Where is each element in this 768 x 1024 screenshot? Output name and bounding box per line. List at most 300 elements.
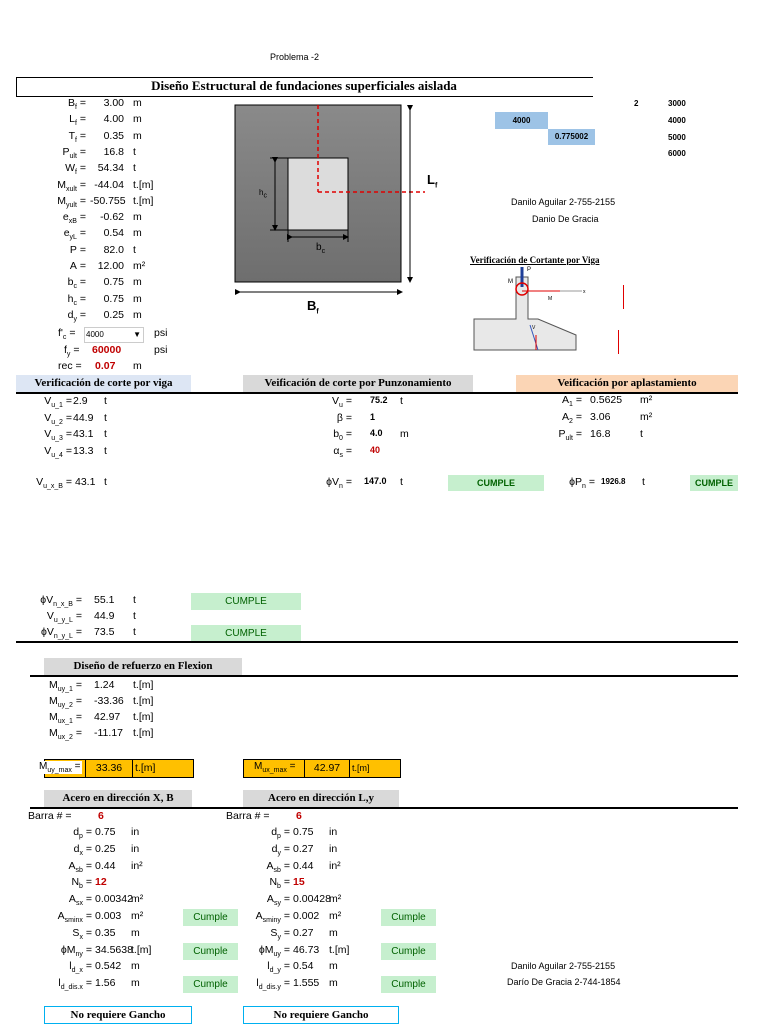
param-label: $T_f$ =	[68, 129, 86, 144]
param-symbol: P	[69, 243, 77, 256]
row-value: 1.24	[94, 679, 115, 691]
steel-label: $A_{sminx}$ =	[57, 910, 92, 925]
param-symbol: M	[57, 178, 67, 191]
lf-label: $L_f$	[427, 172, 438, 190]
row-unit: t.[m]	[133, 695, 154, 707]
steel-label: $d_y$ =	[271, 842, 290, 857]
symbol: V	[44, 395, 52, 407]
steel-unit: in	[131, 842, 140, 855]
symbol-subscript: sx	[75, 900, 83, 908]
param-symbol: M	[57, 194, 67, 207]
phivn-value: 147.0	[364, 476, 387, 486]
steel-label: $A_{sminy}$ =	[255, 910, 290, 925]
steel-value: 46.73	[293, 943, 320, 956]
row-label: β =	[336, 411, 352, 424]
flexion-header: Diseño de refuerzo en Flexion	[44, 658, 242, 675]
steel-label: $N_b$ =	[269, 876, 290, 891]
symbol-subscript: sminy	[262, 917, 281, 925]
mid-divider	[16, 641, 738, 643]
red-mark-1	[623, 285, 624, 309]
author-bottom-1: Danilo Aguilar 2-755-2155	[511, 961, 616, 971]
symbol: b	[333, 428, 340, 440]
param-value: 0.75	[103, 276, 124, 289]
steel-value: 0.003	[95, 910, 122, 922]
param-label: $M_{xult}$ =	[57, 178, 86, 193]
steel-value: 0.27	[293, 926, 314, 939]
symbol-subscript: n	[339, 483, 343, 491]
row-value: 75.2	[370, 395, 388, 405]
steel-unit: t.[m]	[131, 943, 152, 956]
row-value: 3.06	[590, 411, 611, 423]
row-value: 1	[370, 411, 376, 422]
steel-label: $\phi M_{ny}$ =	[60, 943, 92, 958]
symbol: A	[266, 859, 274, 872]
symbol-subscript: d_dis.x	[60, 984, 83, 992]
param-value: 12.00	[97, 260, 124, 272]
symbol: A	[266, 893, 274, 906]
mid-label: $\phi V_{n\_x\_B}$ =	[40, 594, 82, 609]
steel-value: 0.35	[95, 926, 116, 939]
vuxb-label: $V_{u\_x\_B}$ =	[36, 476, 72, 491]
symbol: d	[73, 826, 80, 838]
symbol-subscript: b	[277, 883, 281, 891]
symbol-subscript: ux_2	[57, 734, 73, 742]
row-label: $M_{ux\_1}$ =	[49, 711, 82, 726]
param-label: P =	[69, 243, 86, 256]
symbol-subscript: y	[277, 933, 281, 941]
side-6000: 6000	[668, 149, 686, 158]
row-unit: m	[400, 428, 409, 440]
mid-unit: t	[133, 626, 136, 638]
symbol-subscript: sminx	[64, 917, 83, 925]
param-subscript: yL	[69, 234, 77, 242]
row-value: 40	[370, 444, 381, 455]
param-subscript: y	[73, 315, 77, 323]
chevron-down-icon: ▼	[133, 330, 141, 339]
rec-unit: m	[133, 360, 142, 372]
steel-unit: m²	[329, 893, 342, 906]
symbol-subscript: p	[277, 833, 281, 841]
symbol: ϕV	[326, 476, 340, 488]
param-value: 0.75	[103, 292, 124, 305]
symbol-subscript: sb	[75, 866, 83, 874]
rec-value: 0.07	[95, 360, 116, 372]
param-subscript: yult	[66, 201, 77, 209]
symbol: A	[562, 394, 570, 406]
param-value: -44.04	[94, 178, 124, 191]
param-subscript: f	[74, 169, 77, 177]
symbol: M	[49, 727, 58, 739]
mid-unit: t	[133, 610, 136, 622]
symbol-subscript: d_dis.y	[258, 984, 281, 992]
param-subscript: f	[74, 136, 77, 144]
param-label: $d_y$ =	[67, 308, 86, 323]
steel-label: $d_p$ =	[271, 826, 290, 841]
param-subscript: xB	[68, 218, 77, 226]
param-value: 0.25	[103, 308, 124, 321]
symbol: A	[255, 910, 263, 922]
steel-value: 0.44	[293, 859, 314, 872]
symbol: A	[68, 893, 76, 906]
param-value: 4.00	[103, 113, 124, 126]
param-label: $W_f$ =	[65, 162, 86, 177]
mux-max-box: $M_{ux\_max}$ = 42.97 t.[m]	[243, 759, 401, 778]
steel-value: 0.27	[293, 842, 314, 855]
symbol-subscript: y	[277, 849, 281, 857]
symbol-subscript: 1	[569, 401, 573, 409]
side-4000: 4000	[668, 116, 686, 125]
sec-punzonamiento-header: Veificación de corte por Punzonamiento	[243, 375, 473, 392]
row-value: 2.9	[73, 395, 88, 407]
side-n2: 2	[634, 99, 639, 108]
steel-value: 0.54	[293, 960, 314, 973]
param-unit: m	[133, 97, 142, 109]
symbol-subscript: sy	[273, 900, 281, 908]
blue-cell-2: 0.775002	[548, 129, 595, 145]
barra-value: 6	[296, 810, 302, 822]
row-value: -11.17	[94, 727, 123, 739]
param-symbol: L	[69, 113, 75, 126]
steel-unit: in	[131, 826, 140, 838]
row-value: 16.8	[590, 428, 611, 440]
symbol: l	[267, 960, 270, 973]
fy-label: $f_y$ =	[64, 344, 80, 359]
steel-unit: t.[m]	[329, 943, 350, 956]
steel-value: 0.00428	[293, 893, 331, 906]
param-symbol: e	[63, 227, 70, 240]
symbol: ϕM	[258, 943, 274, 956]
symbol: ϕV	[40, 594, 54, 606]
param-subscript: c	[73, 283, 77, 291]
param-unit: t.[m]	[133, 178, 154, 191]
barra-label: Barra # =	[226, 810, 270, 822]
symbol: M	[49, 695, 58, 707]
row-unit: t.[m]	[133, 679, 154, 691]
symbol-subscript: d_x	[71, 967, 83, 975]
param-unit: m²	[133, 260, 146, 272]
steel-unit: m²	[131, 893, 144, 906]
phipn-label: $\phi P_n$ =	[569, 476, 595, 491]
row-label: $A_1$ =	[562, 394, 582, 409]
param-value: 54.34	[97, 162, 124, 175]
steel-value: 0.00342	[95, 893, 133, 906]
symbol: A	[562, 411, 570, 423]
svg-text:V: V	[532, 325, 536, 331]
steel-label: $A_{sy}$ =	[266, 893, 290, 908]
steel-status: Cumple	[381, 909, 436, 926]
fy-value: 60000	[92, 344, 122, 356]
row-label: $\alpha_s$ =	[333, 444, 352, 459]
param-unit: m	[133, 113, 142, 126]
steel-value: 0.44	[95, 859, 116, 872]
symbol-subscript: x	[79, 849, 83, 857]
symbol-subscript: n	[582, 483, 586, 491]
symbol: l	[58, 977, 61, 990]
gancho-x: No requiere Gancho	[44, 1006, 192, 1024]
steel-unit: in²	[329, 859, 341, 872]
symbol: l	[69, 960, 72, 973]
mid-label: $\phi V_{n\_y\_L}$ =	[40, 626, 82, 641]
side-5000: 5000	[668, 133, 686, 142]
param-subscript: ult	[69, 152, 77, 160]
param-value: -0.62	[100, 211, 124, 224]
steel-status: Cumple	[183, 976, 238, 993]
steel-value: 0.002	[293, 910, 320, 922]
steel-unit: m	[131, 960, 140, 973]
phipn-unit: t	[642, 476, 645, 488]
author-bottom-2: Darío De Gracia 2-744-1854	[507, 977, 621, 987]
vuxb-value: 43.1	[75, 476, 96, 488]
steel-unit: in	[329, 826, 338, 838]
param-label: $L_f$ =	[69, 113, 86, 128]
steel-label: $A_{sb}$ =	[68, 859, 92, 874]
steel-label: $l_{d\_y}$ =	[267, 960, 290, 975]
svg-text:M: M	[548, 296, 553, 302]
author-top-1: Danilo Aguilar 2-755-2155	[511, 197, 616, 207]
param-value: 0.54	[103, 227, 124, 240]
row-unit: t	[104, 428, 107, 440]
row-unit: t	[104, 444, 107, 457]
rec-label: rec =	[58, 360, 82, 372]
row-unit: t.[m]	[133, 727, 154, 739]
symbol: S	[270, 926, 278, 939]
steel-label: $l_{d\_dis.x}$ =	[58, 977, 92, 992]
param-value: 3.00	[103, 97, 124, 109]
symbol-subscript: u_2	[51, 418, 63, 426]
hc-label: $h_c$	[259, 188, 267, 200]
param-symbol: W	[65, 162, 75, 175]
row-label: $b_0$ =	[333, 428, 352, 443]
symbol: N	[269, 876, 278, 889]
phipn-value: 1926.8	[601, 477, 626, 486]
steel-label: $\phi M_{uy}$ =	[258, 943, 290, 958]
symbol: V	[46, 610, 54, 622]
param-unit: t	[133, 145, 136, 158]
punzonamiento-status: CUMPLE	[448, 475, 544, 491]
symbol: ϕV	[40, 626, 54, 638]
steel-value: 0.542	[95, 960, 122, 973]
steel-value: 12	[95, 876, 107, 889]
header-underline	[16, 392, 738, 394]
row-unit: m²	[640, 411, 653, 423]
symbol: l	[256, 977, 259, 990]
steel-label: $l_{d\_dis.y}$ =	[256, 977, 290, 992]
symbol-subscript: uy_1	[57, 686, 73, 694]
steel-status: Cumple	[381, 943, 436, 960]
param-label: A =	[69, 260, 86, 272]
row-label: $V_{u\_1}$ =	[44, 395, 72, 410]
param-label: $P_{ult}$ =	[62, 145, 86, 160]
steel-unit: m	[131, 977, 140, 990]
row-unit: t.[m]	[133, 711, 154, 723]
symbol-subscript: u_4	[51, 451, 63, 459]
param-unit: t.[m]	[133, 194, 154, 207]
steel-label: $A_{sb}$ =	[266, 859, 290, 874]
row-label: $M_{uy\_1}$ =	[49, 679, 82, 694]
footing-diagram	[230, 100, 450, 300]
steel-label: $d_p$ =	[73, 826, 92, 841]
phivn-unit: t	[400, 476, 403, 488]
param-symbol: A	[69, 260, 77, 272]
symbol: N	[71, 876, 80, 889]
symbol-subscript: d_y	[269, 967, 281, 975]
sec-corte-viga-header: Verificación de corte por viga	[16, 375, 191, 392]
param-symbol: T	[68, 129, 75, 142]
steel-unit: m	[329, 926, 338, 939]
steel-value: 0.25	[95, 842, 116, 855]
row-value: 42.97	[94, 711, 121, 723]
symbol-subscript: b	[79, 883, 83, 891]
svg-text:P: P	[527, 267, 532, 273]
steel-unit: in²	[131, 859, 143, 872]
row-label: $M_{uy\_2}$ =	[49, 695, 82, 710]
symbol: β	[336, 411, 343, 424]
symbol-subscript: uy_2	[57, 702, 73, 710]
row-value: 43.1	[73, 428, 94, 440]
steel-value: 34.5638	[95, 943, 133, 956]
symbol-subscript: ult	[565, 435, 573, 443]
row-unit: t	[640, 428, 643, 440]
symbol-subscript: s	[339, 451, 343, 459]
steel-value: 1.56	[95, 977, 116, 990]
steel-status: Cumple	[381, 976, 436, 993]
problem-label: Problema -2	[270, 52, 320, 62]
mid-value: 44.9	[94, 610, 115, 622]
shear-diagram-title: Verificación de Cortante por Viga	[470, 255, 600, 265]
row-label: $V_u$ =	[332, 395, 352, 410]
symbol-subscript: 0	[339, 435, 343, 443]
row-value: 0.5625	[590, 394, 623, 406]
symbol: d	[271, 842, 278, 855]
aplastamiento-status: CUMPLE	[690, 475, 738, 491]
row-unit: m²	[640, 394, 653, 406]
symbol-subscript: n_y_L	[53, 633, 73, 641]
row-label: $V_{u\_4}$ =	[44, 444, 72, 459]
row-label: $A_2$ =	[562, 411, 582, 426]
param-subscript: xult	[66, 185, 77, 193]
symbol: V	[36, 476, 44, 488]
gancho-y: No requiere Gancho	[243, 1006, 399, 1024]
param-symbol: d	[67, 308, 74, 321]
symbol-subscript: u_y_L	[53, 617, 73, 625]
steel-value: 0.75	[95, 826, 116, 838]
acero-y-header: Acero en dirección L,y	[243, 790, 399, 807]
barra-label: Barra # =	[28, 810, 72, 822]
symbol-subscript: ny	[75, 950, 83, 958]
muy-max-box: $M_{uy\_max}$ = 33.36 t.[m]	[44, 759, 194, 778]
steel-unit: m²	[329, 910, 342, 922]
mid-unit: t	[133, 594, 136, 606]
mid-status: CUMPLE	[191, 593, 301, 610]
steel-label: $S_y$ =	[270, 926, 290, 941]
fc-unit: psi	[154, 327, 168, 339]
symbol: V	[44, 444, 52, 457]
steel-unit: in	[329, 842, 338, 855]
acero-x-header: Acero en dirección X, B	[44, 790, 192, 807]
param-value: -50.755	[90, 194, 126, 207]
symbol: A	[68, 859, 76, 872]
bf-label: $B_f$	[307, 298, 319, 316]
symbol: M	[49, 711, 58, 723]
row-value: -33.36	[94, 695, 124, 707]
steel-label: $d_x$ =	[73, 842, 92, 857]
param-symbol: h	[67, 292, 74, 305]
row-value: 44.9	[73, 411, 94, 424]
blue-cell-1: 4000	[495, 112, 548, 129]
author-top-2: Danio De Gracia	[532, 214, 599, 224]
steel-label: $S_x$ =	[72, 926, 92, 941]
mid-value: 73.5	[94, 626, 115, 638]
param-symbol: P	[62, 145, 70, 158]
symbol-subscript: x	[79, 933, 83, 941]
steel-value: 0.75	[293, 826, 314, 838]
row-unit: t	[104, 395, 107, 407]
param-value: 0.35	[103, 129, 124, 142]
mid-status: CUMPLE	[191, 625, 301, 642]
row-unit: t	[104, 411, 107, 424]
param-unit: m	[133, 308, 142, 321]
symbol: V	[332, 395, 340, 407]
param-label: $h_c$ =	[67, 292, 86, 307]
fc-value: 4000	[86, 330, 104, 339]
param-symbol: e	[62, 211, 69, 224]
symbol: V	[44, 428, 52, 440]
param-label: $e_{xB}$ =	[62, 211, 86, 226]
steel-label: $N_b$ =	[71, 876, 92, 891]
symbol-subscript: u	[339, 402, 343, 410]
row-label: $M_{ux\_2}$ =	[49, 727, 82, 742]
svg-text:M: M	[508, 279, 513, 285]
param-label: $e_{yL}$ =	[63, 227, 86, 242]
symbol: d	[73, 842, 80, 855]
symbol-subscript: n_x_B	[53, 601, 73, 609]
symbol: P	[558, 428, 566, 440]
param-unit: m	[133, 276, 142, 289]
symbol: ϕP	[569, 476, 583, 488]
symbol: A	[57, 910, 65, 922]
symbol: M	[49, 679, 58, 691]
steel-label: $A_{sx}$ =	[68, 893, 92, 908]
param-unit: m	[133, 292, 142, 305]
sec-aplastamiento-header: Veificación por aplastamiento	[516, 375, 738, 392]
main-title: Diseño Estructural de fundaciones superficiales aislada	[151, 78, 457, 93]
symbol: d	[271, 826, 278, 838]
acero-underline	[30, 807, 738, 809]
symbol-subscript: ux_1	[57, 718, 73, 726]
row-value: 13.3	[73, 444, 94, 457]
param-value: 16.8	[103, 145, 124, 158]
symbol-subscript: 2	[569, 418, 573, 426]
bc-label: $b_c$	[316, 242, 326, 255]
symbol-subscript: u_x_B	[43, 483, 63, 491]
steel-unit: m²	[131, 910, 144, 922]
vuxb-unit: t	[104, 476, 107, 488]
row-label: $P_{ult}$ =	[558, 428, 582, 443]
fc-select[interactable]	[84, 327, 144, 343]
param-subscript: f	[74, 104, 77, 112]
param-label: $b_c$ =	[67, 276, 86, 291]
phivn-label: $\phi V_n$ =	[326, 476, 352, 491]
param-unit: t	[133, 162, 136, 175]
param-label: $B_f$ =	[67, 97, 86, 112]
steel-unit: m	[329, 960, 338, 973]
barra-value: 6	[98, 810, 104, 822]
steel-label: $l_{d\_x}$ =	[69, 960, 92, 975]
flexion-underline	[30, 675, 738, 677]
symbol: ϕM	[60, 943, 76, 956]
fy-unit: psi	[154, 344, 168, 356]
param-unit: m	[133, 211, 142, 224]
